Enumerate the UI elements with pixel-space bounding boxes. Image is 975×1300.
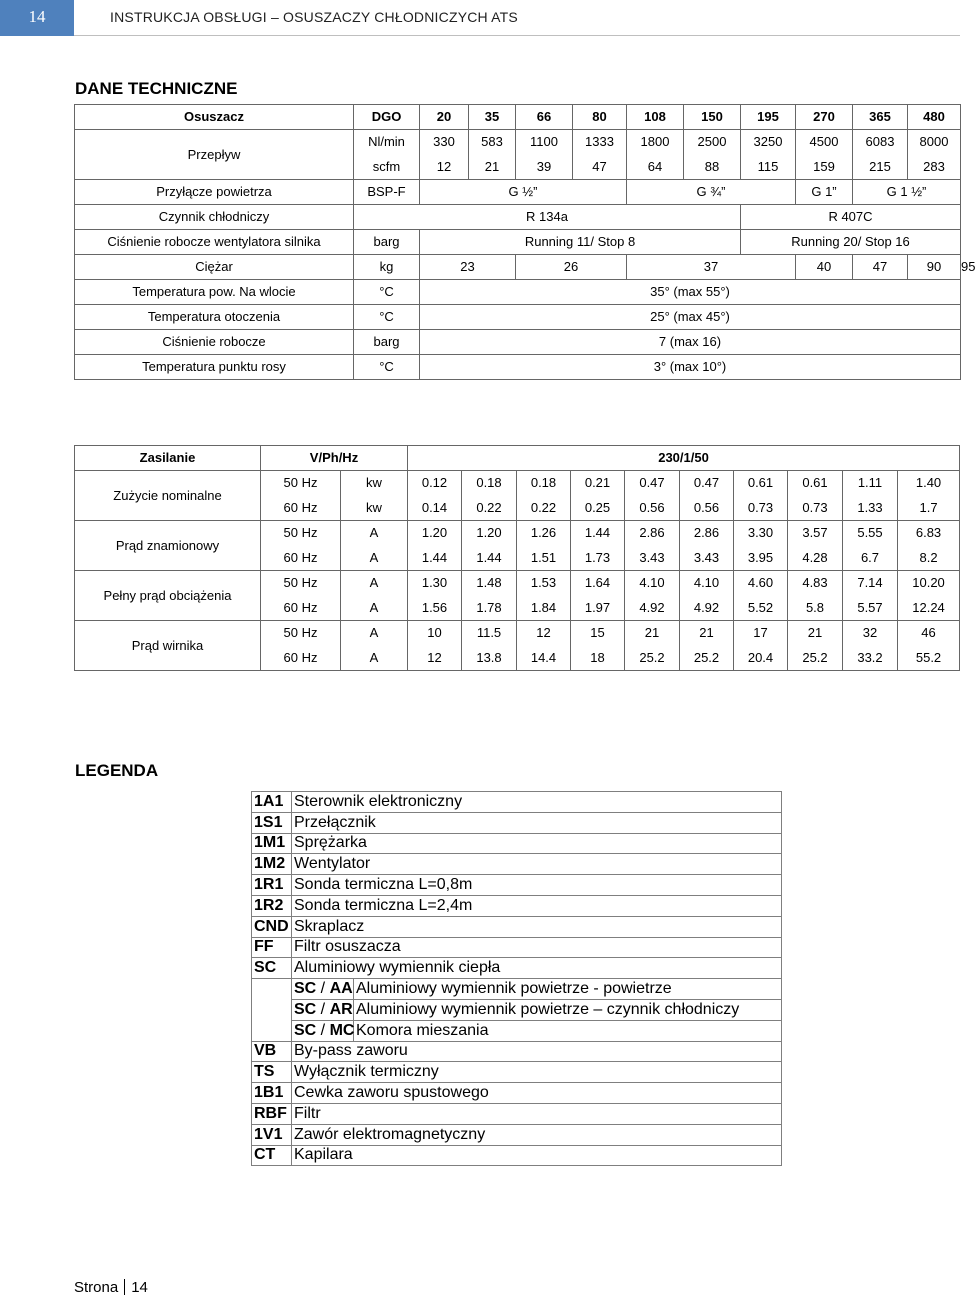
- unit-cell: A: [341, 521, 408, 546]
- column-header: Osuszacz: [75, 105, 354, 130]
- legend-code: 1V1: [252, 1124, 292, 1145]
- table-cell: 1.26: [517, 521, 571, 546]
- model-header: 480: [908, 105, 961, 130]
- table-cell: 6083: [853, 130, 908, 155]
- table-cell: 5.55: [843, 521, 898, 546]
- legend-text: Filtr osuszacza: [292, 937, 782, 958]
- table-cell: 32: [843, 621, 898, 646]
- frequency-cell: 60 Hz: [261, 496, 341, 521]
- table-cell: 159: [796, 155, 853, 180]
- table-cell: 25° (max 45°): [420, 305, 961, 330]
- legend-code: [292, 999, 354, 1020]
- table-cell: 0.73: [734, 496, 788, 521]
- table-cell: 6.7: [843, 546, 898, 571]
- table-cell: 4.83: [788, 571, 843, 596]
- table-cell: 1.33: [843, 496, 898, 521]
- legend-indent: [252, 1020, 292, 1041]
- legend-code: 1S1: [252, 812, 292, 833]
- table-row: [75, 621, 960, 646]
- table-row: [75, 521, 960, 546]
- table-cell: 26: [516, 255, 627, 280]
- legend-row: [252, 833, 782, 854]
- legend-code: CND: [252, 916, 292, 937]
- legend-text: Sonda termiczna L=0,8m: [292, 875, 782, 896]
- table-cell: 25.2: [625, 646, 680, 671]
- legend-text: Sonda termiczna L=2,4m: [292, 895, 782, 916]
- table-cell: 1.44: [571, 521, 625, 546]
- unit-cell: kg: [354, 255, 420, 280]
- table-cell: 12.24: [898, 596, 960, 621]
- table-cell: 37: [627, 255, 796, 280]
- table-cell: 20.4: [734, 646, 788, 671]
- model-header: 195: [741, 105, 796, 130]
- table-cell: 1800: [627, 130, 684, 155]
- legend-table: [251, 791, 782, 1166]
- table-cell: 5.52: [734, 596, 788, 621]
- legend-code-part: SC: [294, 980, 317, 998]
- table-cell: R 407C: [741, 205, 961, 230]
- unit-cell: scfm: [354, 155, 420, 180]
- table-cell: 1.73: [571, 546, 625, 571]
- table-cell: 1.20: [408, 521, 462, 546]
- legend-row: [252, 979, 782, 1000]
- model-header: 150: [684, 105, 741, 130]
- table-cell: 0.61: [788, 471, 843, 496]
- row-label: Przepływ: [75, 130, 354, 180]
- table-cell: 10: [408, 621, 462, 646]
- model-header: 66: [516, 105, 573, 130]
- table-cell: 0.56: [680, 496, 734, 521]
- unit-cell: BSP-F: [354, 180, 420, 205]
- legend-text: Kapilara: [292, 1145, 782, 1166]
- table-cell: 1.51: [517, 546, 571, 571]
- table-cell: 1.44: [408, 546, 462, 571]
- table-cell: 215: [853, 155, 908, 180]
- table-cell: 1.56: [408, 596, 462, 621]
- table-cell: 3250: [741, 130, 796, 155]
- table-cell: 0.21: [571, 471, 625, 496]
- model-header: 365: [853, 105, 908, 130]
- table-cell: 3° (max 10°): [420, 355, 961, 380]
- header-title: INSTRUKCJA OBSŁUGI – OSUSZACZY CHŁODNICZYCH ATS: [110, 9, 518, 25]
- table-row: [75, 105, 961, 130]
- table-cell: 55.2: [898, 646, 960, 671]
- table-row: [75, 446, 960, 471]
- table-cell: 1.40: [898, 471, 960, 496]
- section-title-technical-data: DANE TECHNICZNE: [75, 79, 238, 98]
- legend-row: [252, 937, 782, 958]
- table-cell: 23: [420, 255, 516, 280]
- table-cell: 47: [853, 255, 908, 280]
- legend-code: SC: [252, 958, 292, 979]
- table-cell: 4.28: [788, 546, 843, 571]
- legend-code: CT: [252, 1145, 292, 1166]
- table-cell: 3.95: [734, 546, 788, 571]
- row-label: Ciężar: [75, 255, 354, 280]
- legend-code: 1R1: [252, 875, 292, 896]
- legend-row: [252, 1062, 782, 1083]
- table-cell: 39: [516, 155, 573, 180]
- unit-cell: A: [341, 546, 408, 571]
- table-cell: 40: [796, 255, 853, 280]
- table-cell: 17: [734, 621, 788, 646]
- table-cell: 25.2: [680, 646, 734, 671]
- row-label: Zużycie nominalne: [75, 471, 261, 521]
- legend-text: Skraplacz: [292, 916, 782, 937]
- table-cell: 4.10: [680, 571, 734, 596]
- legend-text: Sterownik elektroniczny: [292, 792, 782, 813]
- table-cell: 46: [898, 621, 960, 646]
- table-cell: 0.61: [734, 471, 788, 496]
- legend-row: [252, 1103, 782, 1124]
- legend-row: [252, 916, 782, 937]
- row-label: Temperatura punktu rosy: [75, 355, 354, 380]
- table-row: [75, 205, 961, 230]
- table-cell: 0.22: [517, 496, 571, 521]
- table-cell: 1.44: [462, 546, 517, 571]
- table-cell: 0.18: [462, 471, 517, 496]
- row-label: Pełny prąd obciążenia: [75, 571, 261, 621]
- legend-row: [252, 875, 782, 896]
- technical-data-table: [74, 104, 975, 380]
- header-divider: [74, 35, 960, 36]
- table-cell: 1.84: [517, 596, 571, 621]
- table-cell: 21: [680, 621, 734, 646]
- frequency-cell: 50 Hz: [261, 521, 341, 546]
- unit-cell: kw: [341, 471, 408, 496]
- table-cell: 3.30: [734, 521, 788, 546]
- table-cell: 90: [908, 255, 961, 280]
- legend-text: Aluminiowy wymiennik powietrze – czynnik chłodniczy: [354, 999, 782, 1020]
- legend-code-part: MC: [329, 1021, 355, 1039]
- table-row: [75, 305, 961, 330]
- table-row: [75, 330, 961, 355]
- table-cell: 1.48: [462, 571, 517, 596]
- legend-row: [252, 1145, 782, 1166]
- table-cell: 6.83: [898, 521, 960, 546]
- table-cell: Running 11/ Stop 8: [420, 230, 741, 255]
- frequency-cell: 60 Hz: [261, 596, 341, 621]
- unit-cell: A: [341, 571, 408, 596]
- legend-code-part: AR: [329, 1000, 353, 1018]
- table-cell: 330: [420, 130, 469, 155]
- unit-cell: °C: [354, 280, 420, 305]
- table-cell: 25.2: [788, 646, 843, 671]
- legend-text: Aluminiowy wymiennik ciepła: [292, 958, 782, 979]
- row-label: Temperatura otoczenia: [75, 305, 354, 330]
- legend-code: 1B1: [252, 1083, 292, 1104]
- legend-row: [252, 895, 782, 916]
- frequency-cell: 60 Hz: [261, 646, 341, 671]
- model-header: 35: [469, 105, 516, 130]
- table-cell: 21: [788, 621, 843, 646]
- table-row: [75, 571, 960, 596]
- table-cell: R 134a: [354, 205, 741, 230]
- legend-code: 1A1: [252, 792, 292, 813]
- slash-separator: /: [316, 980, 330, 998]
- unit-cell: barg: [354, 230, 420, 255]
- legend-text: Cewka zaworu spustowego: [292, 1083, 782, 1104]
- table-cell: 2.86: [680, 521, 734, 546]
- table-row: [75, 230, 961, 255]
- table-cell: 3.43: [680, 546, 734, 571]
- section-title-legend: LEGENDA: [75, 761, 159, 780]
- power-supply-table: [74, 445, 960, 671]
- legend-indent: [252, 999, 292, 1020]
- legend-row: [252, 1020, 782, 1041]
- table-cell: 4.92: [680, 596, 734, 621]
- table-cell: 1.53: [517, 571, 571, 596]
- table-cell: 0.14: [408, 496, 462, 521]
- legend-code-part: SC: [294, 1021, 317, 1039]
- table-cell: 1.11: [843, 471, 898, 496]
- table-cell: 4500: [796, 130, 853, 155]
- page-footer: [74, 1279, 148, 1296]
- legend-row: [252, 1083, 782, 1104]
- table-cell: G ½”: [420, 180, 627, 205]
- column-header: Zasilanie: [75, 446, 261, 471]
- legend-code: TS: [252, 1062, 292, 1083]
- legend-text: Filtr: [292, 1103, 782, 1124]
- page-number-badge: 14: [0, 0, 74, 36]
- row-label: Ciśnienie robocze wentylatora silnika: [75, 230, 354, 255]
- legend-code: 1M1: [252, 833, 292, 854]
- table-row: [75, 280, 961, 305]
- row-label: Prąd wirnika: [75, 621, 261, 671]
- unit-cell: kw: [341, 496, 408, 521]
- table-row: [75, 180, 961, 205]
- unit-cell: °C: [354, 355, 420, 380]
- table-cell: 1.7: [898, 496, 960, 521]
- table-cell: G ¾”: [627, 180, 796, 205]
- table-cell: 583: [469, 130, 516, 155]
- slash-separator: /: [316, 1021, 330, 1039]
- table-cell: 0.47: [680, 471, 734, 496]
- column-header: V/Ph/Hz: [261, 446, 408, 471]
- table-cell: Running 20/ Stop 16: [741, 230, 961, 255]
- table-cell: 0.12: [408, 471, 462, 496]
- model-header: 270: [796, 105, 853, 130]
- table-cell: 3.43: [625, 546, 680, 571]
- legend-code: RBF: [252, 1103, 292, 1124]
- table-cell: 13.8: [462, 646, 517, 671]
- table-cell: 4.10: [625, 571, 680, 596]
- table-cell: 2500: [684, 130, 741, 155]
- table-cell: 11.5: [462, 621, 517, 646]
- unit-cell: A: [341, 646, 408, 671]
- table-cell: 2.86: [625, 521, 680, 546]
- table-row: [75, 355, 961, 380]
- footer-label: Strona: [74, 1279, 119, 1296]
- row-label: Prąd znamionowy: [75, 521, 261, 571]
- legend-code: VB: [252, 1041, 292, 1062]
- table-cell: 1333: [573, 130, 627, 155]
- frequency-cell: 60 Hz: [261, 546, 341, 571]
- legend-text: Wyłącznik termiczny: [292, 1062, 782, 1083]
- legend-text: Sprężarka: [292, 833, 782, 854]
- row-label: Przyłącze powietrza: [75, 180, 354, 205]
- frequency-cell: 50 Hz: [261, 471, 341, 496]
- legend-code: [292, 1020, 354, 1041]
- unit-cell: A: [341, 621, 408, 646]
- table-cell: 12: [408, 646, 462, 671]
- row-label: Czynnik chłodniczy: [75, 205, 354, 230]
- unit-cell: A: [341, 596, 408, 621]
- column-header: DGO: [354, 105, 420, 130]
- table-cell: 8.2: [898, 546, 960, 571]
- legend-text: Aluminiowy wymiennik powietrze - powietrze: [354, 979, 782, 1000]
- legend-row: [252, 1124, 782, 1145]
- legend-text: Wentylator: [292, 854, 782, 875]
- footer-page-number: 14: [131, 1279, 148, 1296]
- legend-row: [252, 812, 782, 833]
- unit-cell: Nl/min: [354, 130, 420, 155]
- table-cell: 35° (max 55°): [420, 280, 961, 305]
- model-header: 108: [627, 105, 684, 130]
- frequency-cell: 50 Hz: [261, 571, 341, 596]
- model-header: 80: [573, 105, 627, 130]
- table-cell: 1.20: [462, 521, 517, 546]
- table-cell: 21: [469, 155, 516, 180]
- legend-row: [252, 854, 782, 875]
- table-cell: 1100: [516, 130, 573, 155]
- unit-cell: barg: [354, 330, 420, 355]
- row-label: Ciśnienie robocze: [75, 330, 354, 355]
- table-cell: 0.47: [625, 471, 680, 496]
- table-cell: 14.4: [517, 646, 571, 671]
- table-cell: 0.22: [462, 496, 517, 521]
- table-cell: G 1 ½”: [853, 180, 961, 205]
- table-cell: G 1”: [796, 180, 853, 205]
- legend-code-part: AA: [329, 980, 353, 998]
- table-cell: 8000: [908, 130, 961, 155]
- table-cell: 3.57: [788, 521, 843, 546]
- table-cell: 0.18: [517, 471, 571, 496]
- table-cell: 15: [571, 621, 625, 646]
- table-cell: 33.2: [843, 646, 898, 671]
- column-header: 230/1/50: [408, 446, 960, 471]
- table-cell: 64: [627, 155, 684, 180]
- table-cell: 0.25: [571, 496, 625, 521]
- table-cell: 1.30: [408, 571, 462, 596]
- legend-text: Przełącznik: [292, 812, 782, 833]
- legend-code: 1M2: [252, 854, 292, 875]
- footer-divider: [124, 1279, 125, 1295]
- frequency-cell: 50 Hz: [261, 621, 341, 646]
- legend-row: [252, 999, 782, 1020]
- legend-row: [252, 1041, 782, 1062]
- legend-row: [252, 958, 782, 979]
- table-cell: 0.73: [788, 496, 843, 521]
- table-cell: 7.14: [843, 571, 898, 596]
- legend-text: Zawór elektromagnetyczny: [292, 1124, 782, 1145]
- legend-code: 1R2: [252, 895, 292, 916]
- table-cell: 12: [517, 621, 571, 646]
- table-cell: 12: [420, 155, 469, 180]
- table-cell: 5.8: [788, 596, 843, 621]
- legend-indent: [252, 979, 292, 1000]
- table-cell: 10.20: [898, 571, 960, 596]
- slash-separator: /: [316, 1000, 330, 1018]
- unit-cell: °C: [354, 305, 420, 330]
- legend-text: Komora mieszania: [354, 1020, 782, 1041]
- table-cell: 5.57: [843, 596, 898, 621]
- table-cell: 21: [625, 621, 680, 646]
- table-cell: 7 (max 16): [420, 330, 961, 355]
- legend-code: [292, 979, 354, 1000]
- table-row: [75, 471, 960, 496]
- legend-code-part: SC: [294, 1000, 317, 1018]
- table-cell: 1.64: [571, 571, 625, 596]
- table-row: Ciężar kg 23 26 37 40 47 90 95: [75, 255, 961, 280]
- legend-row: [252, 792, 782, 813]
- row-label: Temperatura pow. Na wlocie: [75, 280, 354, 305]
- table-cell: 1.97: [571, 596, 625, 621]
- table-row: [75, 130, 961, 155]
- table-cell: 47: [573, 155, 627, 180]
- table-cell: 1.78: [462, 596, 517, 621]
- table-cell: 4.92: [625, 596, 680, 621]
- table-cell: 18: [571, 646, 625, 671]
- model-header: 20: [420, 105, 469, 130]
- table-cell: 0.56: [625, 496, 680, 521]
- table-cell: 283: [908, 155, 961, 180]
- table-cell: 115: [741, 155, 796, 180]
- legend-text: By-pass zaworu: [292, 1041, 782, 1062]
- table-cell: 4.60: [734, 571, 788, 596]
- legend-code: FF: [252, 937, 292, 958]
- table-cell: 88: [684, 155, 741, 180]
